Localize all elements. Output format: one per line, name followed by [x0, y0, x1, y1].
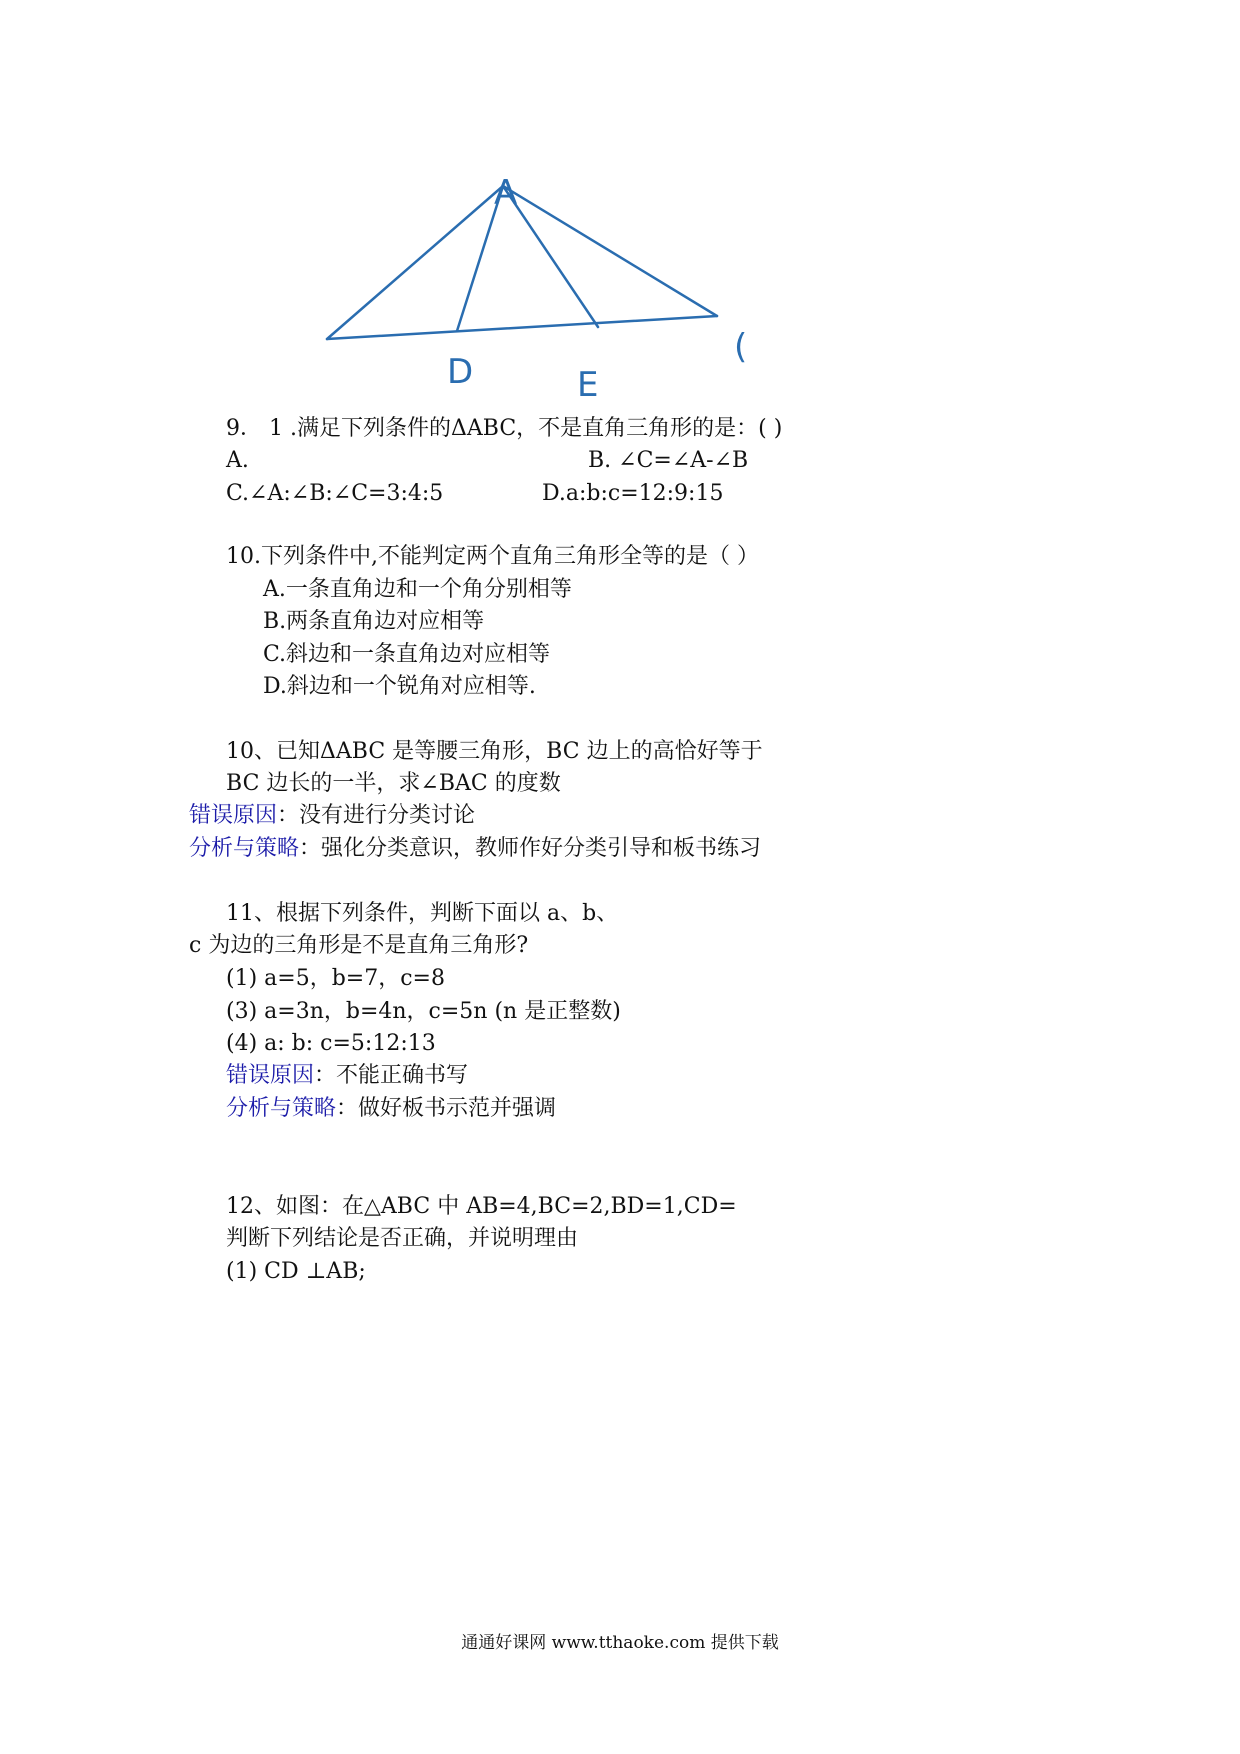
strategy-label: 分析与策略	[226, 1096, 337, 1121]
error-label: 错误原因	[226, 1063, 315, 1088]
q10a-option-c: C.斜边和一条直角边对应相等	[263, 642, 551, 667]
q12-line2: 判断下列结论是否正确，并说明理由	[226, 1226, 579, 1251]
q11-item-4: (4) a: b: c=5:12:13	[226, 1031, 436, 1056]
q10b-strategy	[189, 836, 761, 862]
side-bc	[327, 316, 717, 339]
strategy-text: ：强化分类意识，教师作好分类引导和板书练习	[299, 836, 762, 861]
error-text: ：不能正确书写	[314, 1063, 469, 1088]
q9-option-a: A.	[226, 448, 249, 473]
q11-item-3: (3) a=3n，b=4n，c=5n (n 是正整数)	[226, 999, 621, 1024]
q10a-option-a: A.一条直角边和一个角分别相等	[263, 577, 572, 602]
q9-option-c: C.∠A:∠B:∠C=3:4:5	[226, 481, 444, 506]
strategy-text: ：做好板书示范并强调	[336, 1096, 557, 1121]
point-label-d: D	[447, 352, 474, 392]
q10b-line1: 10、已知ΔABC 是等腰三角形，BC 边上的高恰好等于	[226, 739, 763, 764]
q11-line1: 11、根据下列条件，判断下面以 a、b、	[226, 901, 619, 926]
q12-line3: (1) CD ⊥AB;	[226, 1259, 366, 1284]
error-label: 错误原因	[189, 803, 278, 828]
q11-strategy	[226, 1096, 556, 1122]
error-text: ：没有进行分类讨论	[277, 803, 476, 828]
q9-option-d: D.a:b:c=12:9:15	[542, 481, 724, 506]
q10b-error	[189, 803, 475, 829]
vertex-label-c: (	[734, 327, 748, 367]
q9-stem: 9． 1 .满足下列条件的ΔABC，不是直角三角形的是：( )	[226, 416, 783, 441]
side-ac	[503, 186, 717, 316]
point-label-e: E	[577, 365, 599, 405]
q10a-option-d: D.斜边和一个锐角对应相等.	[263, 674, 536, 699]
side-ab	[327, 186, 503, 339]
triangle-figure	[0, 0, 1240, 420]
q10a-option-b: B.两条直角边对应相等	[263, 609, 485, 634]
q11-error	[226, 1063, 468, 1089]
q9-option-b: B. ∠C=∠A-∠B	[588, 448, 749, 473]
q10b-line2: BC 边长的一半，求∠BAC 的度数	[226, 771, 561, 796]
page-footer: 通通好课网 www.tthaoke.com 提供下载	[461, 1633, 779, 1653]
q11-line2: c 为边的三角形是不是直角三角形?	[189, 933, 529, 958]
strategy-label: 分析与策略	[189, 836, 300, 861]
q10a-stem: 10.下列条件中,不能判定两个直角三角形全等的是（ ）	[226, 544, 759, 569]
q11-item-1: (1) a=5，b=7，c=8	[226, 966, 445, 991]
q12-line1: 12、如图：在△ABC 中 AB=4,BC=2,BD=1,CD=	[226, 1194, 737, 1219]
vertex-label-a: A	[494, 173, 518, 213]
